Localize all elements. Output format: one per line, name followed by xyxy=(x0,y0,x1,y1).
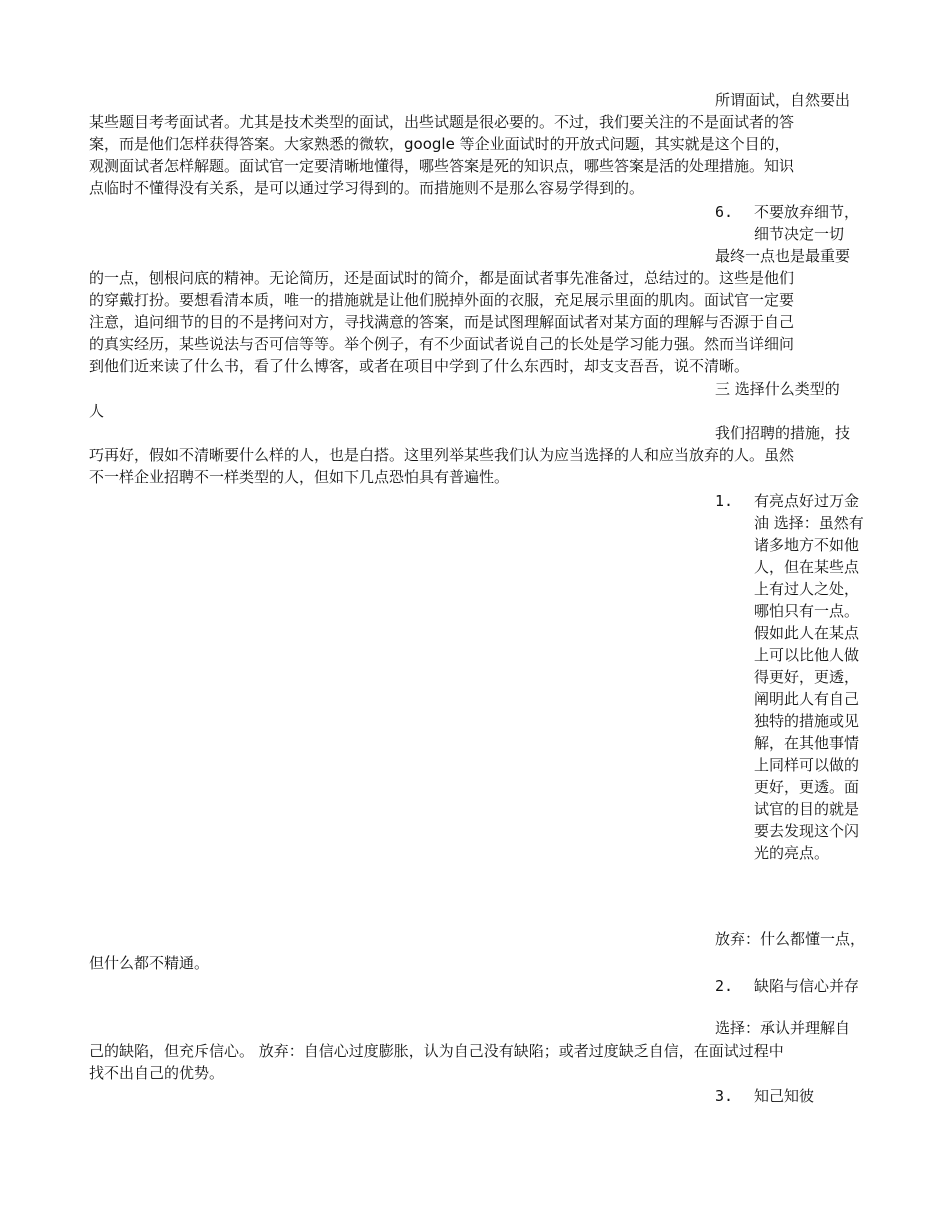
paragraph-3-line-3: 不一样企业招聘不一样类型的人，但如下几点恐怕具有普遍性。 xyxy=(89,468,510,486)
paragraph-5-line-3: 找不出自己的优势。 xyxy=(89,1064,225,1082)
paragraph-2-line-3: 的穿戴打扮。要想看清本质，唯一的措施就是让他们脱掉外面的衣服，充足展示里面的肌肉。面试官一定要 xyxy=(89,291,795,309)
paragraph-5-line-1: 选择：承认并理解自 xyxy=(715,1019,851,1037)
paragraph-4-line-1: 放弃：什么都懂一点， xyxy=(715,930,866,948)
paragraph-2-line-1: 最终一点也是最重要 xyxy=(715,247,851,265)
list-item-1-body: 有亮点好过万金油 选择：虽然有诸多地方不如他人，但在某些点上有过人之处，哪怕只有一点。假如此人在某点上可以比他人做得更好，更透，阐明此人有自己独特的措施或见解，在其他事情上同样可以做的更好，更透。面试官的目的就是要去发现这个闪光的亮点。 xyxy=(754,492,864,862)
paragraph-3-line-2: 巧再好，假如不清晰要什么样的人，也是白搭。这里列举某些我们认为应当选择的人和应当放弃的人。虽然 xyxy=(89,446,795,464)
paragraph-1-line-4: 观测面试者怎样解题。面试官一定要清晰地懂得，哪些答案是死的知识点，哪些答案是活的处理措施。知识 xyxy=(89,157,795,175)
list-number-2: 2. xyxy=(715,977,734,995)
paragraph-2-line-6: 到他们近来读了什么书，看了什么博客，或者在项目中学到了什么东西时，却支支吾吾，说不清晰。 xyxy=(89,357,750,375)
paragraph-2-line-2: 的一点，刨根问底的精神。无论简历，还是面试时的简介，都是面试者事先准备过，总结过的。这些是他们 xyxy=(89,269,795,287)
list-number-6: 6. xyxy=(715,203,734,221)
paragraph-5-line-2: 己的缺陷，但充斥信心。 放弃：自信心过度膨胀，认为自己没有缺陷；或者过度缺乏自信，在面试过程中 xyxy=(89,1042,784,1060)
paragraph-2-line-4: 注意，追问细节的目的不是拷问对方，寻找满意的答案，而是试图理解面试者对某方面的理解与否源于自己 xyxy=(89,313,795,331)
list-number-3: 3. xyxy=(715,1087,734,1105)
paragraph-1-line-2: 某些题目考考面试者。尤其是技术类型的面试，出些试题是很必要的。不过，我们要关注的不是面试者的答 xyxy=(89,113,795,131)
paragraph-2-line-5: 的真实经历，某些说法与否可信等等。举个例子，有不少面试者说自己的长处是学习能力强。然而当详细问 xyxy=(89,335,795,353)
list-item-6-heading: 不要放弃细节，细节决定一切 xyxy=(754,203,860,243)
section-3-heading-line-1: 三 选择什么类型的 xyxy=(715,380,840,398)
paragraph-3-line-1: 我们招聘的措施，技 xyxy=(715,424,851,442)
list-item-2-heading: 缺陷与信心并存 xyxy=(754,977,860,995)
paragraph-1-line-5: 点临时不懂得没有关系，是可以通过学习得到的。而措施则不是那么容易学得到的。 xyxy=(89,179,645,197)
list-number-1: 1. xyxy=(715,492,734,510)
paragraph-1-line-3: 案，而是他们怎样获得答案。大家熟悉的微软，google 等企业面试时的开放式问题，其实就是这个目的， xyxy=(89,135,790,153)
list-item-3-heading: 知己知彼 xyxy=(754,1087,815,1105)
paragraph-1-line-1: 所谓面试，自然要出 xyxy=(715,91,851,109)
paragraph-4-line-2: 但什么都不精通。 xyxy=(89,954,210,972)
section-3-heading-line-2: 人 xyxy=(89,402,105,420)
